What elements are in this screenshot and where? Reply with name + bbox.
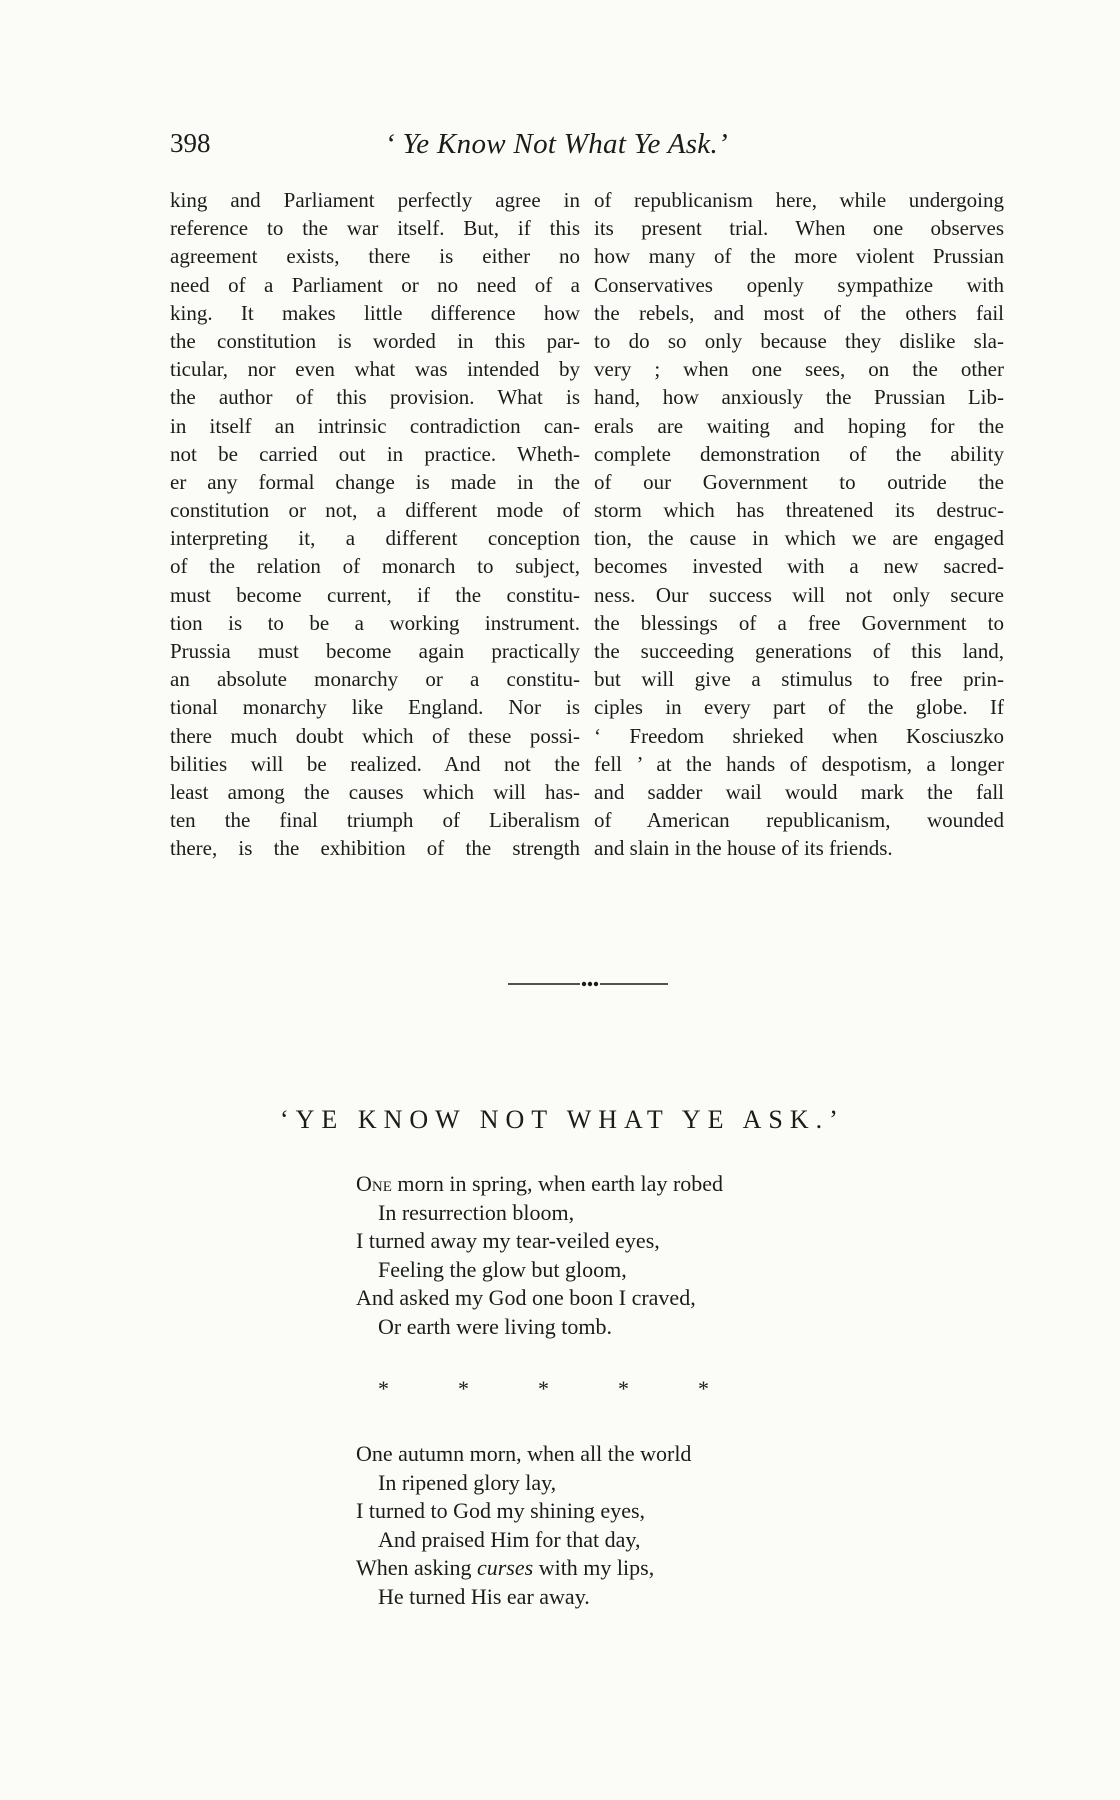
text-line: very ; when one sees, on the other (594, 357, 1004, 382)
text-line: of our Government to outride the (594, 469, 1004, 494)
text-line: not be carried out in practice. Wheth- (170, 441, 580, 466)
text-line: Conservatives openly sympathize with (594, 272, 1004, 297)
verse-line: In ripened glory lay, (378, 1469, 557, 1495)
text-line: bilities will be realized. And not the (170, 751, 580, 776)
drop-word: One (356, 1171, 392, 1196)
text-line: to do so only because they dislike sla- (594, 328, 1004, 353)
text-line: of republicanism here, while undergoing (594, 188, 1004, 212)
text-line: king and Parliament perfectly agree in (170, 188, 580, 212)
text-line: its present trial. When one observes (594, 216, 1004, 241)
text-line: erals are waiting and hoping for the (594, 413, 1004, 438)
verse-line (356, 1554, 916, 1583)
text-line: there much doubt which of these possi- (170, 723, 580, 748)
verse-line: And praised Him for that day, (378, 1526, 641, 1552)
verse-line: And asked my God one boon I craved, (356, 1285, 696, 1311)
text-line: constitution or not, a different mode of (170, 498, 580, 523)
text-line: agreement exists, there is either no (170, 244, 580, 269)
verse-line (356, 1170, 916, 1199)
text-line: er any formal change is made in the (170, 469, 580, 494)
poem-stanza (356, 1440, 916, 1612)
verse-line: Feeling the glow but gloom, (378, 1256, 627, 1282)
verse-line: He turned His ear away. (378, 1583, 590, 1609)
verse-text: with my lips, (533, 1555, 655, 1581)
verse-text: morn in spring, when earth lay robed (391, 1171, 724, 1196)
text-line: ten the final triumph of Liberalism (170, 808, 580, 833)
asterisk: * (538, 1376, 549, 1401)
verse-line: In resurrection bloom, (378, 1199, 575, 1225)
text-line: least among the causes which will has- (170, 779, 580, 804)
text-line: the blessings of a free Government to (594, 610, 1004, 635)
asterisk: * (378, 1376, 389, 1401)
asterisk-divider (370, 1376, 730, 1406)
asterisk: * (698, 1376, 709, 1401)
text-line: hand, how anxiously the Prussian Lib- (594, 385, 1004, 410)
text-line: ciples in every part of the globe. If (594, 695, 1004, 720)
text-line: but will give a stimulus to free prin- (594, 667, 1004, 692)
page-number: 398 (170, 128, 211, 158)
text-line: of American republicanism, wounded (594, 808, 1004, 833)
poem-stanza (356, 1170, 916, 1342)
text-line: ticular, nor even what was intended by (170, 357, 580, 382)
text-line: must become current, if the constitu- (170, 582, 580, 607)
text-line: storm which has threatened its destruc- (594, 498, 1004, 523)
left-column (170, 186, 580, 863)
text-line: tional monarchy like England. Nor is (170, 695, 580, 720)
text-line: an absolute monarchy or a constitu- (170, 667, 580, 692)
verse-line: I turned to God my shining eyes, (356, 1498, 646, 1524)
right-column (594, 186, 1004, 863)
verse-text: When asking (356, 1555, 477, 1581)
text-line: of the relation of monarch to subject, (170, 554, 580, 579)
text-line: tion, the cause in which we are engaged (594, 526, 1004, 551)
text-line: the succeeding generations of this land, (594, 639, 1004, 663)
text-line: the constitution is worded in this par- (170, 328, 580, 353)
text-line: there, is the exhibition of the strength (170, 836, 580, 861)
text-line: fell ’ at the hands of despotism, a longer (594, 751, 1004, 776)
text-line: the rebels, and most of the others fail (594, 300, 1004, 325)
verse-line: Or earth were living tomb. (378, 1313, 612, 1339)
text-line: ‘ Freedom shrieked when Kosciuszko (594, 723, 1004, 748)
running-head (170, 124, 990, 164)
verse-line: One autumn morn, when all the world (356, 1441, 692, 1466)
italic-word: curses (476, 1555, 534, 1581)
text-line: Prussia must become again practically (170, 639, 580, 663)
running-title: ‘ Ye Know Not What Ye Ask.’ (385, 128, 728, 160)
text-line: and sadder wail would mark the fall (594, 779, 1004, 804)
text-line: ness. Our success will not only secure (594, 582, 1004, 607)
text-line: the author of this provision. What is (170, 385, 580, 410)
section-divider-ornament (508, 980, 668, 988)
text-line: tion is to be a working instrument. (170, 610, 580, 635)
text-line: need of a Parliament or no need of a (170, 272, 580, 297)
verse-line: I turned away my tear-veiled eyes, (356, 1228, 660, 1254)
text-line: interpreting it, a different conception (170, 526, 580, 551)
asterisk: * (618, 1376, 629, 1401)
text-line: in itself an intrinsic contradiction can- (170, 413, 580, 438)
text-line: how many of the more violent Prussian (594, 244, 1004, 269)
text-line: becomes invested with a new sacred- (594, 554, 1004, 579)
asterisk: * (458, 1376, 469, 1401)
text-line: complete demonstration of the ability (594, 441, 1004, 466)
text-line: and slain in the house of its friends. (594, 836, 893, 861)
text-line: king. It makes little difference how (170, 300, 580, 325)
poem-title: ‘YE KNOW NOT WHAT YE ASK.’ (280, 1105, 845, 1134)
text-line: reference to the war itself. But, if this (170, 216, 580, 241)
